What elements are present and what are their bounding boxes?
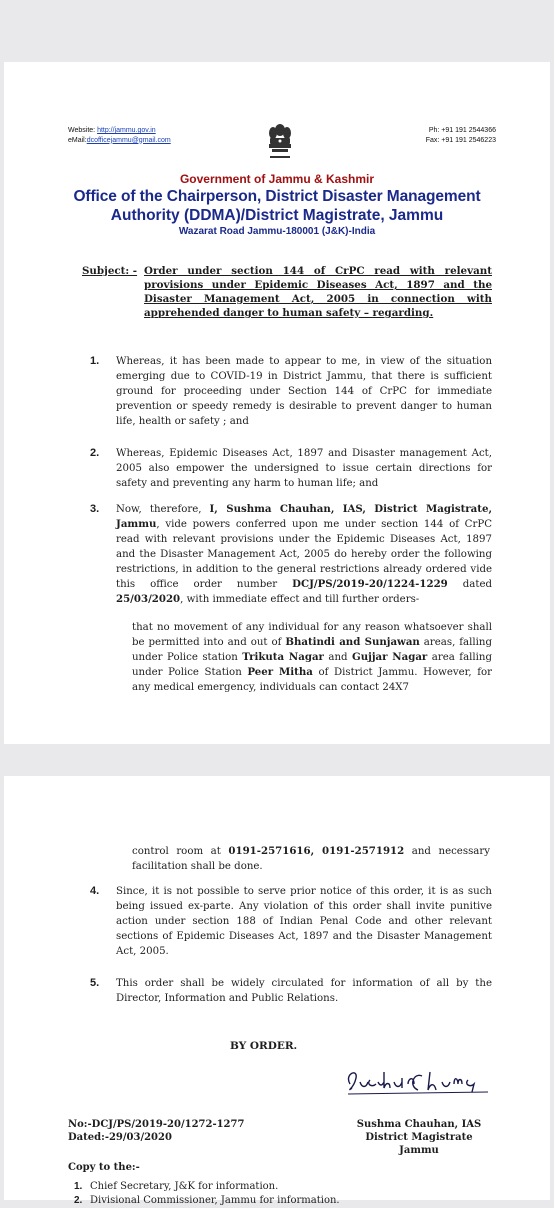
email-link[interactable]: dcofficejammu@gmail.com — [86, 136, 171, 144]
list-item — [74, 1180, 340, 1194]
subject-text: Order under section 144 of CrPC read with relevant provisions under Epidemic Diseases Act, 1897 and the Disaster Management Act, 2005 in connection with apprehended danger to human safety – regarding. — [144, 265, 492, 319]
copy-to-label: Copy to the:- — [68, 1162, 140, 1173]
website-link[interactable]: http://jammu.gov.in — [97, 127, 156, 134]
paragraph-number: 1. — [90, 355, 100, 367]
subject-label: Subject: - — [82, 265, 138, 277]
copy-to-list — [74, 1180, 340, 1208]
document-page-2 — [4, 776, 550, 1206]
paragraph-text: , vide powers conferred upon me under section 144 of CrPC read with relevant provisions under the Epidemic Diseases Act, 1897 and the Disaster Management Act, 2005 do hereby order the following restrictions, in addition to the general restrictions already ordered vide this office order number — [116, 519, 492, 590]
website-label: Website: — [68, 127, 96, 134]
paragraph-number: 2. — [90, 447, 100, 459]
header-contact-right — [426, 126, 496, 145]
reference-order-number: DCJ/PS/2019-20/1224-1229 — [292, 578, 448, 590]
clause-text: that no movement of any individual for any reason whatsoever shall be permitted into and out of — [132, 622, 492, 648]
fax-number: Fax: +91 191 2546223 — [425, 136, 496, 144]
paragraph-text: Whereas, Epidemic Diseases Act, 1897 and Disaster management Act, 2005 also empower the undersigned to issue certain directions for safety and preventing any harm to human life; and — [116, 448, 492, 489]
office-title-line-1: Office of the Chairperson, District Disaster Management — [73, 188, 481, 205]
clause-text: area falling under Police Station — [132, 652, 493, 678]
signatory-block — [344, 1118, 494, 1157]
office-address: Wazarat Road Jammu-180001 (J&K)-India — [178, 226, 376, 237]
signatory-place: Jammu — [399, 1145, 439, 1156]
paragraph-text: dated — [447, 579, 492, 590]
clause-text: of District Jammu. However, for any medical emergency, individuals can contact 24X7 — [132, 667, 492, 693]
clause-text: areas, falling under Police station — [132, 637, 492, 663]
restriction-clause — [132, 620, 492, 695]
paragraph-number: 3. — [90, 503, 100, 515]
clause-text: control room at — [132, 846, 229, 857]
order-date: Dated:-29/03/2020 — [68, 1132, 172, 1143]
handwritten-signature — [342, 1062, 492, 1102]
order-reference — [68, 1118, 244, 1144]
clause-text: and — [323, 652, 353, 663]
paragraph-5 — [90, 976, 492, 1006]
list-item-number: 1. — [74, 1181, 83, 1192]
paragraph-3 — [90, 502, 492, 607]
header-contact-left — [68, 126, 171, 145]
reference-order-date: 25/03/2020 — [116, 593, 181, 605]
paragraph-text: Since, it is not possible to serve prior notice of this order, it is as such being issued ex-parte. Any violation of this order shall invite punitive action under section 188 of Indian Penal Code and other relevant sections of Epidemic Diseases Act, 1897 and the Disaster Management Act, 2005. — [116, 886, 492, 957]
paragraph-number: 4. — [90, 885, 100, 897]
signatory-name: Sushma Chauhan, IAS — [356, 1119, 482, 1130]
document-page-1 — [4, 62, 550, 744]
paragraph-text: Now, therefore, — [116, 504, 210, 515]
list-item-number: 2. — [74, 1195, 83, 1206]
area-name: Gujjar Nagar — [352, 651, 428, 663]
paragraph-text: , with immediate effect and till further orders- — [180, 594, 420, 605]
subject-block — [82, 264, 492, 320]
paragraph-text: Whereas, it has been made to appear to me, in view of the situation emerging due to COVID-19 in District Jammu, that there is sufficient ground for proceeding under Section 144 of CrPC for immediate prevention or speedy remedy is desirable to prevent danger to human life, health or safety ; and — [116, 356, 492, 427]
restriction-clause-continued — [132, 844, 490, 874]
list-item-text: Divisional Commissioner, Jammu for information. — [90, 1195, 340, 1206]
clause-text: and necessary facilitation shall be done. — [132, 846, 490, 872]
paragraph-number: 5. — [90, 977, 100, 989]
paragraph-2 — [90, 446, 492, 491]
signatory-title: District Magistrate — [365, 1132, 473, 1143]
email-label: eMail: — [68, 136, 87, 144]
phone-number: Ph: +91 191 2544366 — [428, 127, 496, 134]
area-names: Bhatindi and Sunjawan — [285, 636, 420, 648]
paragraph-1 — [90, 354, 492, 429]
control-room-numbers: 0191-2571616, 0191-2571912 — [228, 845, 405, 857]
office-title-line-2: Authority (DDMA)/District Magistrate, Jammu — [110, 207, 444, 224]
paragraph-text: This order shall be widely circulated for information of all by the Director, Information and Public Relations. — [116, 978, 492, 1004]
by-order-label: BY ORDER. — [230, 1040, 298, 1052]
national-emblem-icon — [266, 122, 294, 166]
order-number: No:-DCJ/PS/2019-20/1272-1277 — [68, 1119, 245, 1130]
list-item-text: Chief Secretary, J&K for information. — [90, 1181, 279, 1192]
paragraph-4 — [90, 884, 492, 959]
list-item — [74, 1194, 340, 1208]
magistrate-name: I, Sushma Chauhan, IAS, District Magistrate, Jammu — [116, 503, 492, 530]
police-station-name: Peer Mitha — [247, 666, 313, 678]
police-station-name: Trikuta Nagar — [242, 651, 324, 663]
government-name: Government of Jammu & Kashmir — [179, 172, 375, 186]
